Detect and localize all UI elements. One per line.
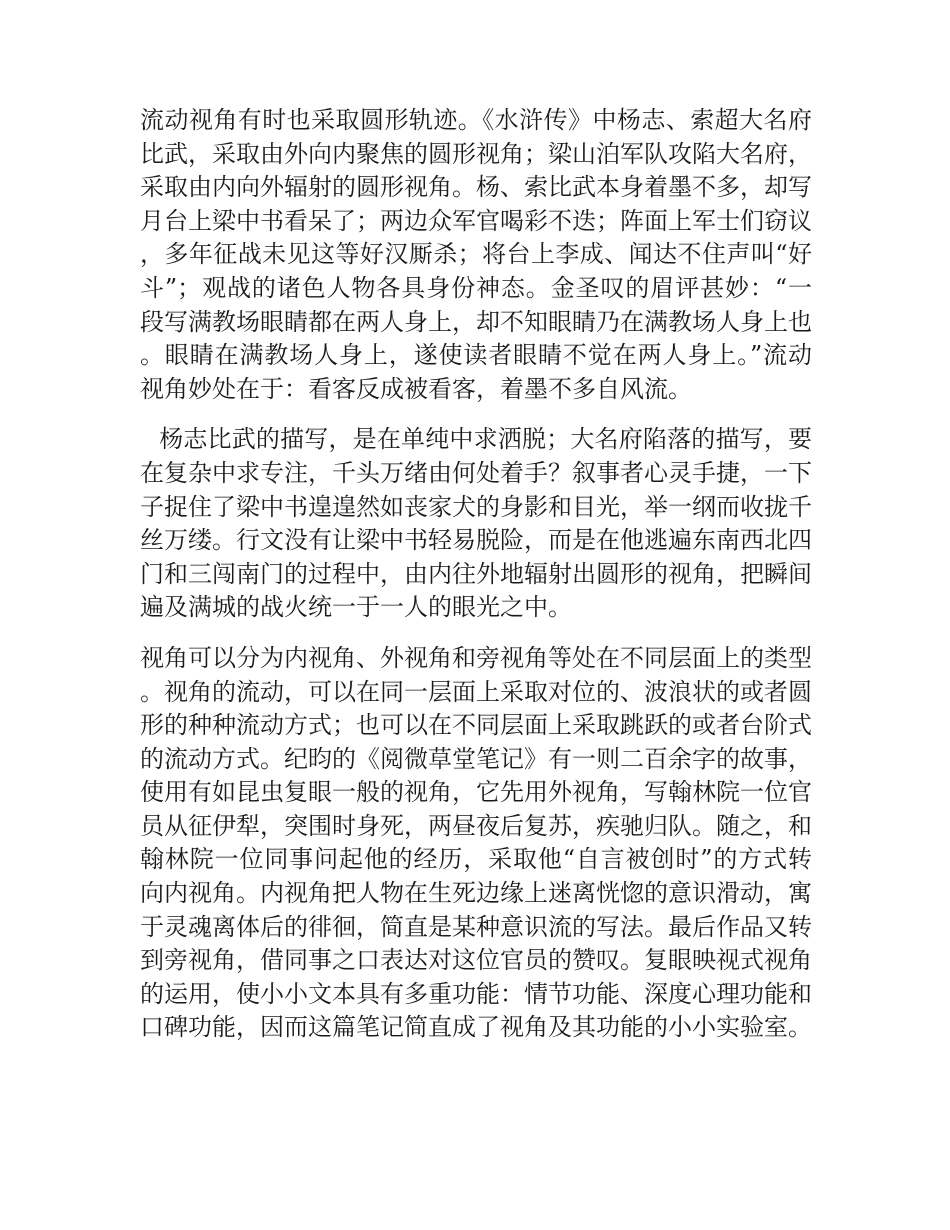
paragraph-2: 杨志比武的描写，是在单纯中求洒脱；大名府陷落的描写，要在复杂中求专注，千头万绪由何处着手？叙事者心灵手捷，一下子捉住了梁中书遑遑然如丧家犬的身影和目光，举一纲而收拢千丝万缕。行文没有让梁中书轻易脱险，而是在他逃遍东南西北四门和三闯南门的过程中，由内往外地辐射出圆形的视角，把瞬间遍及满城的战火统一于一人的眼光之中。 [140, 425, 812, 622]
paragraph-1: 流动视角有时也采取圆形轨迹。《水浒传》中杨志、索超大名府比武，采取由外向内聚焦的圆形视角；梁山泊军队攻陷大名府，采取由内向外辐射的圆形视角。杨、索比武本身着墨不多，却写月台上梁中书看呆了；两边众军官喝彩不迭；阵面上军士们窃议，多年征战未见这等好汉厮杀；将台上李成、闻达不住声叫“好斗”；观战的诸色人物各具身份神态。金圣叹的眉评甚妙：“一段写满教场眼睛都在两人身上，却不知眼睛乃在满教场人身上也。眼睛在满教场人身上，遂使读者眼睛不觉在两人身上。”流动视角妙处在于：看客反成被看客，着墨不多自风流。 [140, 106, 812, 403]
paragraph-3: 视角可以分为内视角、外视角和旁视角等处在不同层面上的类型。视角的流动，可以在同一层面上采取对位的、波浪状的或者圆形的种种流动方式；也可以在不同层面上采取跳跃的或者台阶式的流动方式。纪昀的《阅微草堂笔记》有一则二百余字的故事，使用有如昆虫复眼一般的视角，它先用外视角，写翰林院一位官员从征伊犁，突围时身死，两昼夜后复苏，疾驰归队。随之，和翰林院一位同事问起他的经历，采取他“自言被创时”的方式转向内视角。内视角把人物在生死边缘上迷离恍惚的意识滑动，寓于灵魂离体后的徘徊，简直是某种意识流的写法。最后作品又转到旁视角，借同事之口表达对这位官员的赞叹。复眼映视式视角的运用，使小小文本具有多重功能：情节功能、深度心理功能和口碑功能，因而这篇笔记简直成了视角及其功能的小小实验室。 [140, 643, 812, 1042]
document-body [140, 104, 812, 1045]
